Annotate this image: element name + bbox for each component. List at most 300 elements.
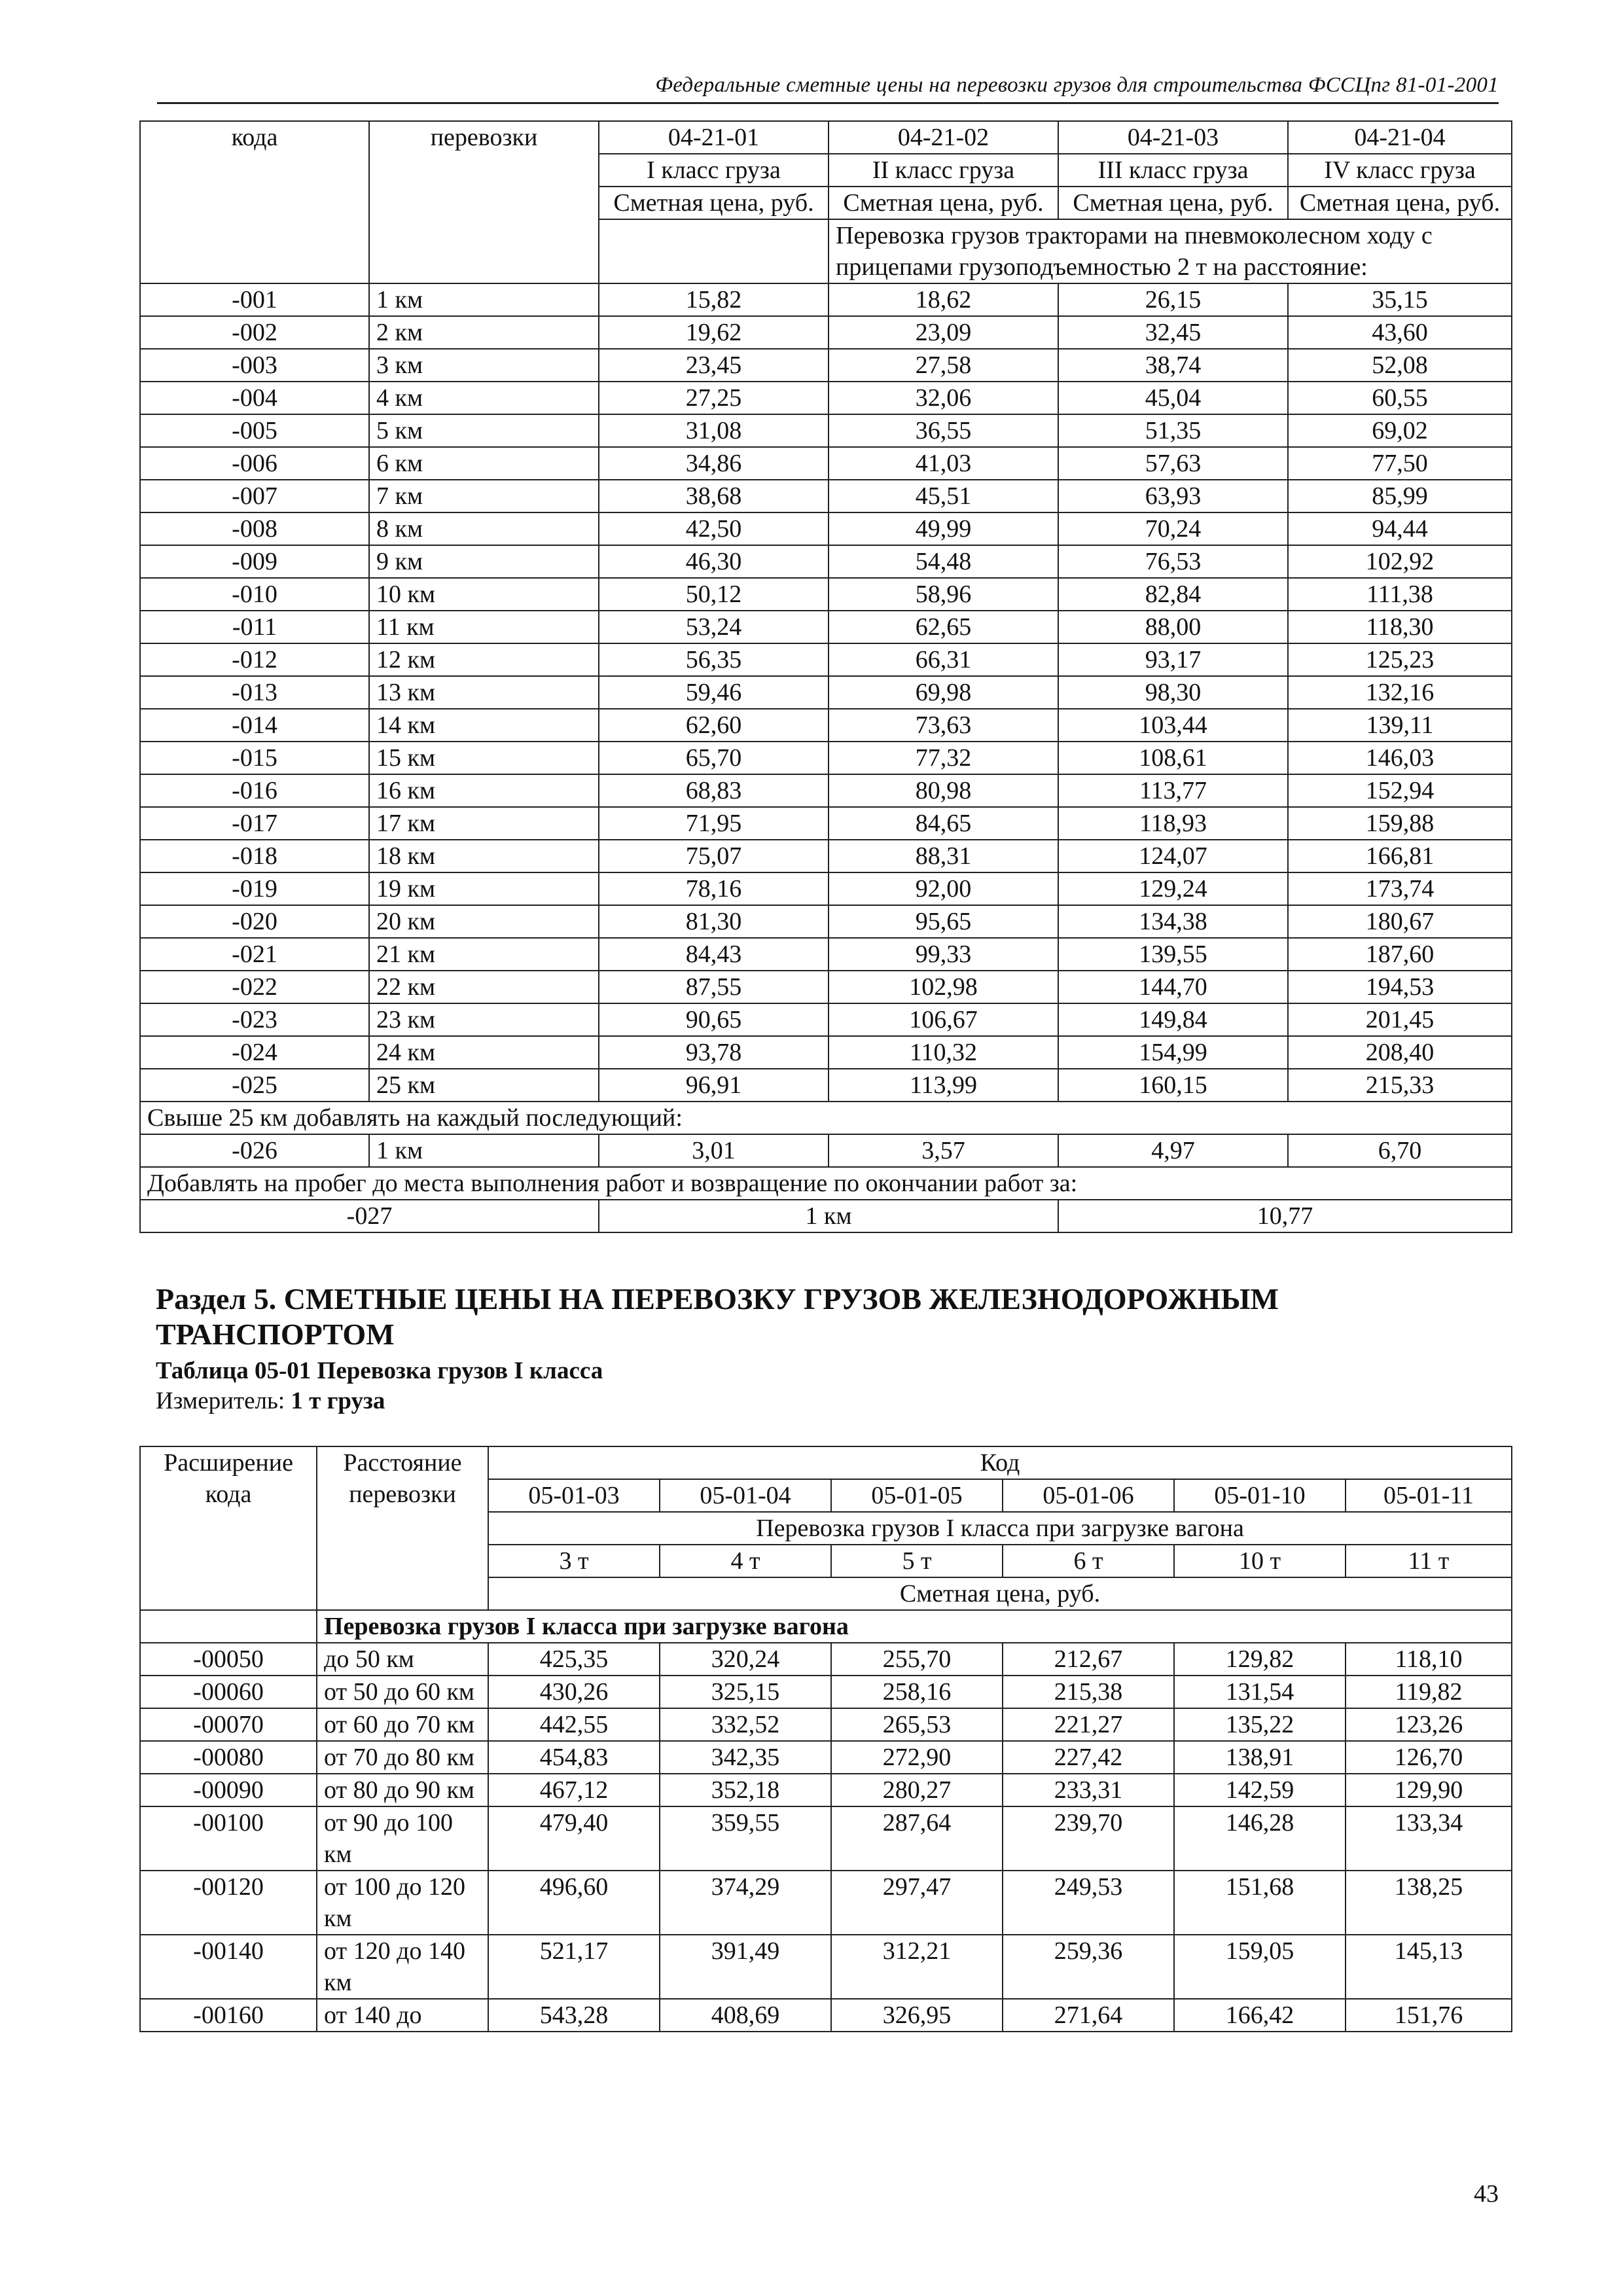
row-distance: 23 км (369, 1003, 599, 1036)
table-row (140, 676, 1512, 709)
price-cell: 265,53 (831, 1708, 1003, 1741)
price-cell: 53,24 (599, 611, 829, 643)
price-cell: 233,31 (1003, 1774, 1174, 1806)
price-cell: 180,67 (1288, 905, 1512, 938)
row-distance: 21 км (369, 938, 599, 971)
table-row (140, 1069, 1512, 1102)
price-cell: 342,35 (660, 1741, 831, 1774)
price-cell: 194,53 (1288, 971, 1512, 1003)
row-code: -004 (140, 382, 369, 414)
price-cell: 255,70 (831, 1643, 1003, 1676)
price-cell: 146,28 (1174, 1806, 1346, 1871)
table-row (140, 283, 1512, 316)
row-code: -012 (140, 643, 369, 676)
table-header-row (140, 1446, 1512, 1479)
group-title: Перевозка грузов тракторами на пневмоколесном ходу с прицепами грузоподъемностью 2 т на расстояние: (829, 219, 1512, 283)
row-code: -016 (140, 774, 369, 807)
row-distance: 1 км (369, 1134, 599, 1167)
row-distance: 19 км (369, 872, 599, 905)
measure-unit (156, 1387, 385, 1415)
price-cell: 23,09 (829, 316, 1058, 349)
price-cell: 62,60 (599, 709, 829, 742)
price-cell: 113,99 (829, 1069, 1058, 1102)
row-unit: 1 км (599, 1200, 1058, 1232)
price-cell: 84,43 (599, 938, 829, 971)
table-row (140, 840, 1512, 872)
price-cell: 76,53 (1058, 545, 1288, 578)
price-cell: 332,52 (660, 1708, 831, 1741)
section-title: Раздел 5. СМЕТНЫЕ ЦЕНЫ НА ПЕРЕВОЗКУ ГРУЗОВ ЖЕЛЕЗНОДОРОЖНЫМ ТРАНСПОРТОМ (156, 1282, 1279, 1351)
price-cell: 57,63 (1058, 447, 1288, 480)
price-cell: 27,25 (599, 382, 829, 414)
row-code: -023 (140, 1003, 369, 1036)
table-row (140, 1708, 1512, 1741)
col-code: 04-21-02 (829, 121, 1058, 154)
price-cell: 56,35 (599, 643, 829, 676)
price-cell: 102,98 (829, 971, 1058, 1003)
table-row (140, 414, 1512, 447)
row-code: -006 (140, 447, 369, 480)
table-title: Таблица 05-01 Перевозка грузов I класса (156, 1357, 603, 1384)
price-cell: 430,26 (488, 1676, 660, 1708)
col-header-distance: Расстояние перевозки (317, 1446, 488, 1610)
price-cell: 138,25 (1346, 1871, 1512, 1935)
price-cell: 173,74 (1288, 872, 1512, 905)
price-cell: 454,83 (488, 1741, 660, 1774)
group-title-row (140, 1610, 1512, 1643)
row-code: -00160 (140, 1999, 317, 2032)
col-class: IV класс груза (1288, 154, 1512, 187)
price-cell: 129,82 (1174, 1643, 1346, 1676)
row-distance: 24 км (369, 1036, 599, 1069)
row-distance: 8 км (369, 512, 599, 545)
price-cell: 31,08 (599, 414, 829, 447)
price-cell: 208,40 (1288, 1036, 1512, 1069)
price-cell: 521,17 (488, 1935, 660, 1999)
price-cell: 75,07 (599, 840, 829, 872)
table-row (140, 349, 1512, 382)
col-class: I класс груза (599, 154, 829, 187)
price-cell: 41,03 (829, 447, 1058, 480)
table-row (140, 971, 1512, 1003)
price-cell: 98,30 (1058, 676, 1288, 709)
row-code: -014 (140, 709, 369, 742)
price-cell: 35,15 (1288, 283, 1512, 316)
price-cell: 135,22 (1174, 1708, 1346, 1741)
row-distance: 22 км (369, 971, 599, 1003)
price-cell: 139,11 (1288, 709, 1512, 742)
row-distance: 14 км (369, 709, 599, 742)
price-cell: 69,98 (829, 676, 1058, 709)
price-cell: 102,92 (1288, 545, 1512, 578)
return-note: Добавлять на пробег до места выполнения работ и возвращение по окончании работ за: (140, 1167, 1512, 1200)
row-distance: от 140 до (317, 1999, 488, 2032)
price-cell: 66,31 (829, 643, 1058, 676)
row-code: -00080 (140, 1741, 317, 1774)
price-cell: 77,50 (1288, 447, 1512, 480)
measure-label: Измеритель: (156, 1388, 291, 1414)
row-distance: до 50 км (317, 1643, 488, 1676)
price-cell: 68,83 (599, 774, 829, 807)
price-cell: 6,70 (1288, 1134, 1512, 1167)
price-cell: 45,04 (1058, 382, 1288, 414)
row-code: -026 (140, 1134, 369, 1167)
price-cell: 152,94 (1288, 774, 1512, 807)
price-cell: 15,82 (599, 283, 829, 316)
table-row (140, 938, 1512, 971)
price-cell: 287,64 (831, 1806, 1003, 1871)
row-code: -00140 (140, 1935, 317, 1999)
price-cell: 325,15 (660, 1676, 831, 1708)
price-cell: 496,60 (488, 1871, 660, 1935)
price-cell: 26,15 (1058, 283, 1288, 316)
price-cell: 93,17 (1058, 643, 1288, 676)
price-cell: 201,45 (1288, 1003, 1512, 1036)
price-cell: 99,33 (829, 938, 1058, 971)
table-row (140, 1774, 1512, 1806)
row-code: -025 (140, 1069, 369, 1102)
price-cell: 166,42 (1174, 1999, 1346, 2032)
price-cell: 297,47 (831, 1871, 1003, 1935)
table-row (140, 512, 1512, 545)
price-cell: 144,70 (1058, 971, 1288, 1003)
price-cell: 408,69 (660, 1999, 831, 2032)
col-code: 04-21-01 (599, 121, 829, 154)
row-distance: 25 км (369, 1069, 599, 1102)
price-cell: 108,61 (1058, 742, 1288, 774)
row-distance: 5 км (369, 414, 599, 447)
table-row (140, 1999, 1512, 2032)
table-row (140, 1871, 1512, 1935)
price-cell: 131,54 (1174, 1676, 1346, 1708)
row-code: -009 (140, 545, 369, 578)
row-code: -019 (140, 872, 369, 905)
price-title: Сметная цена, руб. (488, 1577, 1512, 1610)
over25-note: Свыше 25 км добавлять на каждый последующий: (140, 1102, 1512, 1134)
price-cell: 212,67 (1003, 1643, 1174, 1676)
price-cell: 38,68 (599, 480, 829, 512)
price-cell: 71,95 (599, 807, 829, 840)
row-distance: 16 км (369, 774, 599, 807)
price-cell: 159,05 (1174, 1935, 1346, 1999)
row-code: -017 (140, 807, 369, 840)
row-code: -027 (140, 1200, 599, 1232)
col-code: 05-01-11 (1346, 1479, 1512, 1512)
price-cell: 60,55 (1288, 382, 1512, 414)
col-code: 05-01-06 (1003, 1479, 1174, 1512)
table-row (140, 480, 1512, 512)
price-cell: 142,59 (1174, 1774, 1346, 1806)
col-load: 6 т (1003, 1545, 1174, 1577)
price-cell: 62,65 (829, 611, 1058, 643)
row-code: -001 (140, 283, 369, 316)
row-code: -021 (140, 938, 369, 971)
row-distance: от 60 до 70 км (317, 1708, 488, 1741)
price-cell: 159,88 (1288, 807, 1512, 840)
header-rule (157, 102, 1499, 104)
price-cell: 425,35 (488, 1643, 660, 1676)
note-row (140, 1102, 1512, 1134)
row-distance: от 100 до 120 км (317, 1871, 488, 1935)
table-row (140, 1643, 1512, 1676)
col-code: 05-01-10 (1174, 1479, 1346, 1512)
row-distance: 17 км (369, 807, 599, 840)
price-cell: 52,08 (1288, 349, 1512, 382)
price-cell: 221,27 (1003, 1708, 1174, 1741)
row-distance: 15 км (369, 742, 599, 774)
row-code: -003 (140, 349, 369, 382)
price-cell: 149,84 (1058, 1003, 1288, 1036)
price-cell: 259,36 (1003, 1935, 1174, 1999)
col-class: II класс груза (829, 154, 1058, 187)
col-load: 4 т (660, 1545, 831, 1577)
price-cell: 119,82 (1346, 1676, 1512, 1708)
price-cell: 103,44 (1058, 709, 1288, 742)
price-cell: 38,74 (1058, 349, 1288, 382)
price-cell: 125,23 (1288, 643, 1512, 676)
row-code: -013 (140, 676, 369, 709)
row-distance: 7 км (369, 480, 599, 512)
price-cell: 249,53 (1003, 1871, 1174, 1935)
table-row (140, 1036, 1512, 1069)
price-cell: 113,77 (1058, 774, 1288, 807)
table-row (140, 382, 1512, 414)
col-header-distance: перевозки (369, 121, 599, 283)
price-cell: 312,21 (831, 1935, 1003, 1999)
price-cell: 160,15 (1058, 1069, 1288, 1102)
row-code: -010 (140, 578, 369, 611)
table-row (140, 774, 1512, 807)
col-price: Сметная цена, руб. (829, 187, 1058, 219)
row-code: -011 (140, 611, 369, 643)
price-cell: 129,90 (1346, 1774, 1512, 1806)
price-cell: 145,13 (1346, 1935, 1512, 1999)
price-cell: 154,99 (1058, 1036, 1288, 1069)
row-distance: от 80 до 90 км (317, 1774, 488, 1806)
price-cell: 138,91 (1174, 1741, 1346, 1774)
tractor-freight-table (139, 120, 1512, 1233)
price-cell: 374,29 (660, 1871, 831, 1935)
table-row (140, 1806, 1512, 1871)
row-distance: 6 км (369, 447, 599, 480)
row-distance: 3 км (369, 349, 599, 382)
price-cell: 3,57 (829, 1134, 1058, 1167)
table-row (140, 545, 1512, 578)
price-cell: 85,99 (1288, 480, 1512, 512)
price-cell: 166,81 (1288, 840, 1512, 872)
price-cell: 49,99 (829, 512, 1058, 545)
price-cell: 151,76 (1346, 1999, 1512, 2032)
price-cell: 51,35 (1058, 414, 1288, 447)
price-cell: 239,70 (1003, 1806, 1174, 1871)
price-cell: 271,64 (1003, 1999, 1174, 2032)
col-price: Сметная цена, руб. (1288, 187, 1512, 219)
col-load: 3 т (488, 1545, 660, 1577)
price-cell: 27,58 (829, 349, 1058, 382)
price-cell: 93,78 (599, 1036, 829, 1069)
load-title: Перевозка грузов I класса при загрузке вагона (488, 1512, 1512, 1545)
price-cell: 63,93 (1058, 480, 1288, 512)
row-code: -00050 (140, 1643, 317, 1676)
price-cell: 258,16 (831, 1676, 1003, 1708)
price-cell: 129,24 (1058, 872, 1288, 905)
table-row (140, 807, 1512, 840)
col-code: 04-21-04 (1288, 121, 1512, 154)
measure-value: 1 т груза (291, 1388, 385, 1414)
price-cell: 46,30 (599, 545, 829, 578)
price-cell: 32,45 (1058, 316, 1288, 349)
table-row (140, 1200, 1512, 1232)
price-cell: 42,50 (599, 512, 829, 545)
price-cell: 34,86 (599, 447, 829, 480)
price-cell: 90,65 (599, 1003, 829, 1036)
price-cell: 543,28 (488, 1999, 660, 2032)
price-cell: 151,68 (1174, 1871, 1346, 1935)
price-cell: 59,46 (599, 676, 829, 709)
price-cell: 45,51 (829, 480, 1058, 512)
table-row (140, 316, 1512, 349)
price-cell: 95,65 (829, 905, 1058, 938)
price-cell: 84,65 (829, 807, 1058, 840)
price-cell: 320,24 (660, 1643, 831, 1676)
price-cell: 80,98 (829, 774, 1058, 807)
table-row (140, 709, 1512, 742)
row-code: -00060 (140, 1676, 317, 1708)
price-cell: 88,31 (829, 840, 1058, 872)
price-cell: 36,55 (829, 414, 1058, 447)
row-code: -007 (140, 480, 369, 512)
row-distance: 4 км (369, 382, 599, 414)
price-cell: 215,38 (1003, 1676, 1174, 1708)
row-distance: от 90 до 100 км (317, 1806, 488, 1871)
row-code: -022 (140, 971, 369, 1003)
row-code: -018 (140, 840, 369, 872)
price-cell: 391,49 (660, 1935, 831, 1999)
table-row (140, 905, 1512, 938)
col-load: 11 т (1346, 1545, 1512, 1577)
col-code: 05-01-05 (831, 1479, 1003, 1512)
price-cell: 19,62 (599, 316, 829, 349)
price-cell: 118,10 (1346, 1643, 1512, 1676)
col-header-kod: Код (488, 1446, 1512, 1479)
row-code: -00100 (140, 1806, 317, 1871)
price-cell: 96,91 (599, 1069, 829, 1102)
price-cell: 10,77 (1058, 1200, 1512, 1232)
price-cell: 3,01 (599, 1134, 829, 1167)
price-cell: 69,02 (1288, 414, 1512, 447)
price-cell: 18,62 (829, 283, 1058, 316)
price-cell: 123,26 (1346, 1708, 1512, 1741)
price-cell: 54,48 (829, 545, 1058, 578)
price-cell: 81,30 (599, 905, 829, 938)
group-title: Перевозка грузов I класса при загрузке вагона (317, 1610, 1512, 1643)
price-cell: 50,12 (599, 578, 829, 611)
price-cell: 32,06 (829, 382, 1058, 414)
table-header-row (140, 121, 1512, 154)
price-cell: 442,55 (488, 1708, 660, 1741)
price-cell: 58,96 (829, 578, 1058, 611)
price-cell: 139,55 (1058, 938, 1288, 971)
price-cell: 94,44 (1288, 512, 1512, 545)
price-cell: 280,27 (831, 1774, 1003, 1806)
price-cell: 82,84 (1058, 578, 1288, 611)
price-cell: 479,40 (488, 1806, 660, 1871)
page-number: 43 (1474, 2180, 1499, 2208)
row-distance: от 50 до 60 км (317, 1676, 488, 1708)
price-cell: 43,60 (1288, 316, 1512, 349)
row-code: -00090 (140, 1774, 317, 1806)
row-distance: 9 км (369, 545, 599, 578)
price-cell: 272,90 (831, 1741, 1003, 1774)
price-cell: 4,97 (1058, 1134, 1288, 1167)
row-distance: 13 км (369, 676, 599, 709)
table-row (140, 1134, 1512, 1167)
price-cell: 124,07 (1058, 840, 1288, 872)
table-row (140, 447, 1512, 480)
row-code: -005 (140, 414, 369, 447)
price-cell: 73,63 (829, 709, 1058, 742)
table-row (140, 1741, 1512, 1774)
col-header-code: кода (140, 121, 369, 283)
price-cell: 70,24 (1058, 512, 1288, 545)
price-cell: 352,18 (660, 1774, 831, 1806)
row-code: -024 (140, 1036, 369, 1069)
row-distance: 18 км (369, 840, 599, 872)
table-row (140, 1935, 1512, 1999)
price-cell: 133,34 (1346, 1806, 1512, 1871)
row-distance: 20 км (369, 905, 599, 938)
row-distance: от 120 до 140 км (317, 1935, 488, 1999)
row-code: -00120 (140, 1871, 317, 1935)
table-row (140, 611, 1512, 643)
row-code: -015 (140, 742, 369, 774)
row-code: -00070 (140, 1708, 317, 1741)
table-row (140, 643, 1512, 676)
price-cell: 23,45 (599, 349, 829, 382)
table-row (140, 1676, 1512, 1708)
price-cell: 65,70 (599, 742, 829, 774)
col-code: 05-01-03 (488, 1479, 660, 1512)
row-code: -008 (140, 512, 369, 545)
col-price: Сметная цена, руб. (1058, 187, 1288, 219)
col-load: 10 т (1174, 1545, 1346, 1577)
price-cell: 467,12 (488, 1774, 660, 1806)
rail-freight-table (139, 1446, 1512, 2032)
price-cell: 227,42 (1003, 1741, 1174, 1774)
row-distance: 10 км (369, 578, 599, 611)
price-cell: 359,55 (660, 1806, 831, 1871)
running-title: Федеральные сметные цены на перевозки грузов для строительства ФССЦпг 81-01-2001 (655, 73, 1499, 97)
price-cell: 78,16 (599, 872, 829, 905)
col-class: III класс груза (1058, 154, 1288, 187)
col-code: 04-21-03 (1058, 121, 1288, 154)
note-row (140, 1167, 1512, 1200)
price-cell: 110,32 (829, 1036, 1058, 1069)
row-code: -020 (140, 905, 369, 938)
price-cell: 187,60 (1288, 938, 1512, 971)
price-cell: 118,93 (1058, 807, 1288, 840)
price-cell: 146,03 (1288, 742, 1512, 774)
row-distance: 11 км (369, 611, 599, 643)
price-cell: 215,33 (1288, 1069, 1512, 1102)
table-row (140, 872, 1512, 905)
price-cell: 92,00 (829, 872, 1058, 905)
price-cell: 134,38 (1058, 905, 1288, 938)
price-cell: 87,55 (599, 971, 829, 1003)
price-cell: 326,95 (831, 1999, 1003, 2032)
col-header-code: Расширение кода (140, 1446, 317, 1610)
price-cell: 118,30 (1288, 611, 1512, 643)
